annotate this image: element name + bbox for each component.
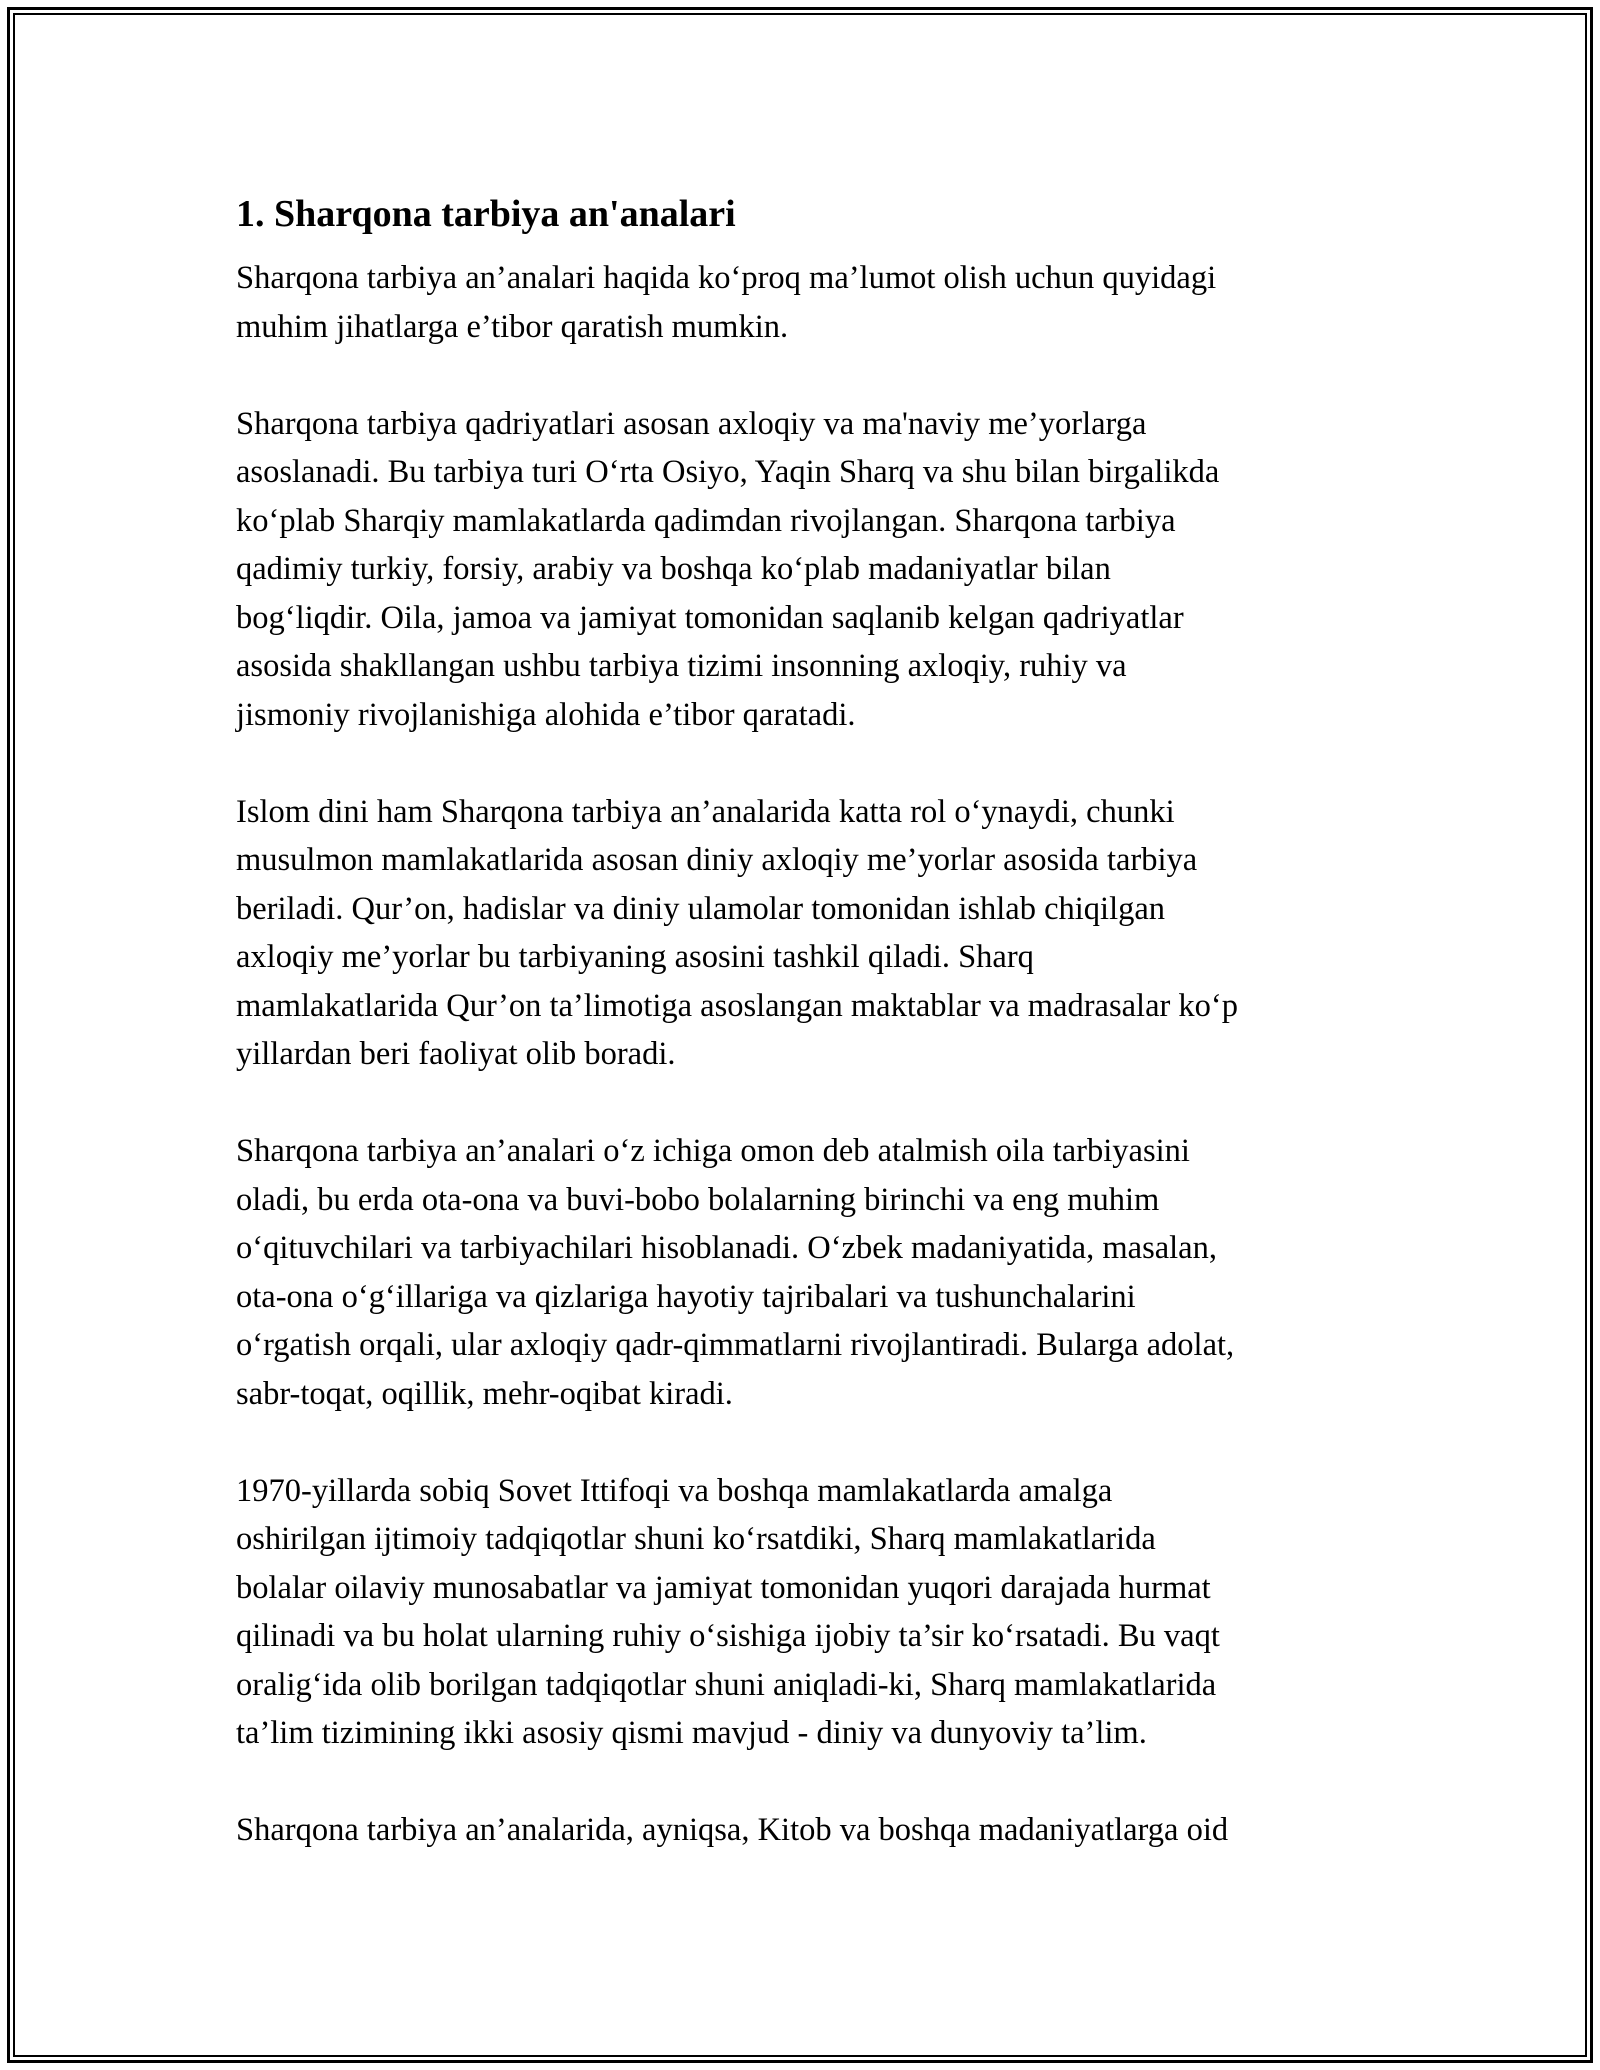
paragraph-values — [236, 400, 1386, 740]
text-line: asoslanadi. Bu tarbiya turi O‘rta Osiyo, Yaqin Sharq va shu bilan birgalikda — [236, 454, 1220, 490]
document-body — [236, 188, 1386, 1903]
section-heading: 1. Sharqona tarbiya an'analari — [236, 193, 736, 235]
text-line: o‘rgatish orqali, ular axloqiy qadr-qimmatlarni rivojlantiradi. Bularga adolat, — [236, 1327, 1235, 1363]
text-line: yillardan beri faoliyat olib boradi. — [236, 1036, 676, 1072]
text-line: Sharqona tarbiya an’analari o‘z ichiga omon deb atalmish oila tarbiyasini — [236, 1133, 1190, 1169]
text-line: axloqiy me’yorlar bu tarbiyaning asosini tashkil qiladi. Sharq — [236, 939, 1034, 975]
text-line: muhim jihatlarga e’tibor qaratish mumkin. — [236, 308, 789, 345]
text-line: oshirilgan ijtimoiy tadqiqotlar shuni ko‘rsatdiki, Sharq mamlakatlarida — [236, 1521, 1156, 1557]
text-line: Sharqona tarbiya an’analari haqida ko‘proq ma’lumot olish uchun quyidagi — [236, 260, 1217, 296]
text-line: beriladi. Qur’on, hadislar va diniy ulamolar tomonidan ishlab chiqilgan — [236, 890, 1166, 927]
text-line: sabr-toqat, oqillik, mehr-oqibat kiradi. — [236, 1375, 733, 1412]
text-line: ota-ona o‘g‘illariga va qizlariga hayotiy tajribalari va tushunchalarini — [236, 1278, 1136, 1315]
text-line: musulmon mamlakatlarida asosan diniy axloqiy me’yorlar asosida tarbiya — [236, 842, 1198, 878]
text-line: qadimiy turkiy, forsiy, arabiy va boshqa ko‘plab madaniyatlar bilan — [236, 551, 1111, 587]
paragraph-islam — [236, 788, 1386, 1079]
text-line: o‘qituvchilari va tarbiyachilari hisoblanadi. O‘zbek madaniyatida, masalan, — [236, 1230, 1217, 1266]
paragraph-family — [236, 1127, 1386, 1418]
text-line: Islom dini ham Sharqona tarbiya an’analarida katta rol o‘ynaydi, chunki — [236, 793, 1175, 830]
text-line: ta’lim tizimining ikki asosiy qismi mavjud - diniy va dunyoviy ta’lim. — [236, 1715, 1147, 1751]
text-line: ko‘plab Sharqiy mamlakatlarda qadimdan rivojlangan. Sharqona tarbiya — [236, 502, 1176, 539]
text-line: bolalar oilaviy munosabatlar va jamiyat tomonidan yuqori darajada hurmat — [236, 1569, 1211, 1606]
text-line: asosida shakllangan ushbu tarbiya tizimi insonning axloqiy, ruhiy va — [236, 648, 1127, 684]
text-line: jismoniy rivojlanishiga alohida e’tibor qaratadi. — [236, 696, 856, 733]
text-line: qilinadi va bu holat ularning ruhiy o‘sishiga ijobiy ta’sir ko‘rsatadi. Bu vaqt — [236, 1618, 1220, 1654]
text-line: oladi, bu erda ota-ona va buvi-bobo bolalarning birinchi va eng muhim — [236, 1181, 1160, 1218]
text-line: bog‘liqdir. Oila, jamoa va jamiyat tomonidan saqlanib kelgan qadriyatlar — [236, 599, 1184, 636]
text-line: 1970-yillarda sobiq Sovet Ittifoqi va boshqa mamlakatlarda amalga — [236, 1472, 1113, 1509]
paragraph-books — [236, 1806, 1386, 1855]
paragraph-intro — [236, 254, 1386, 351]
text-line: Sharqona tarbiya an’analarida, ayniqsa, Kitob va boshqa madaniyatlarga oid — [236, 1812, 1229, 1848]
text-line: Sharqona tarbiya qadriyatlari asosan axloqiy va ma'naviy me’yorlarga — [236, 405, 1147, 442]
paragraph-research — [236, 1467, 1386, 1758]
text-line: oralig‘ida olib borilgan tadqiqotlar shuni aniqladi-ki, Sharq mamlakatlarida — [236, 1666, 1217, 1703]
text-line: mamlakatlarida Qur’on ta’limotiga asoslangan maktablar va madrasalar ko‘p — [236, 987, 1239, 1024]
